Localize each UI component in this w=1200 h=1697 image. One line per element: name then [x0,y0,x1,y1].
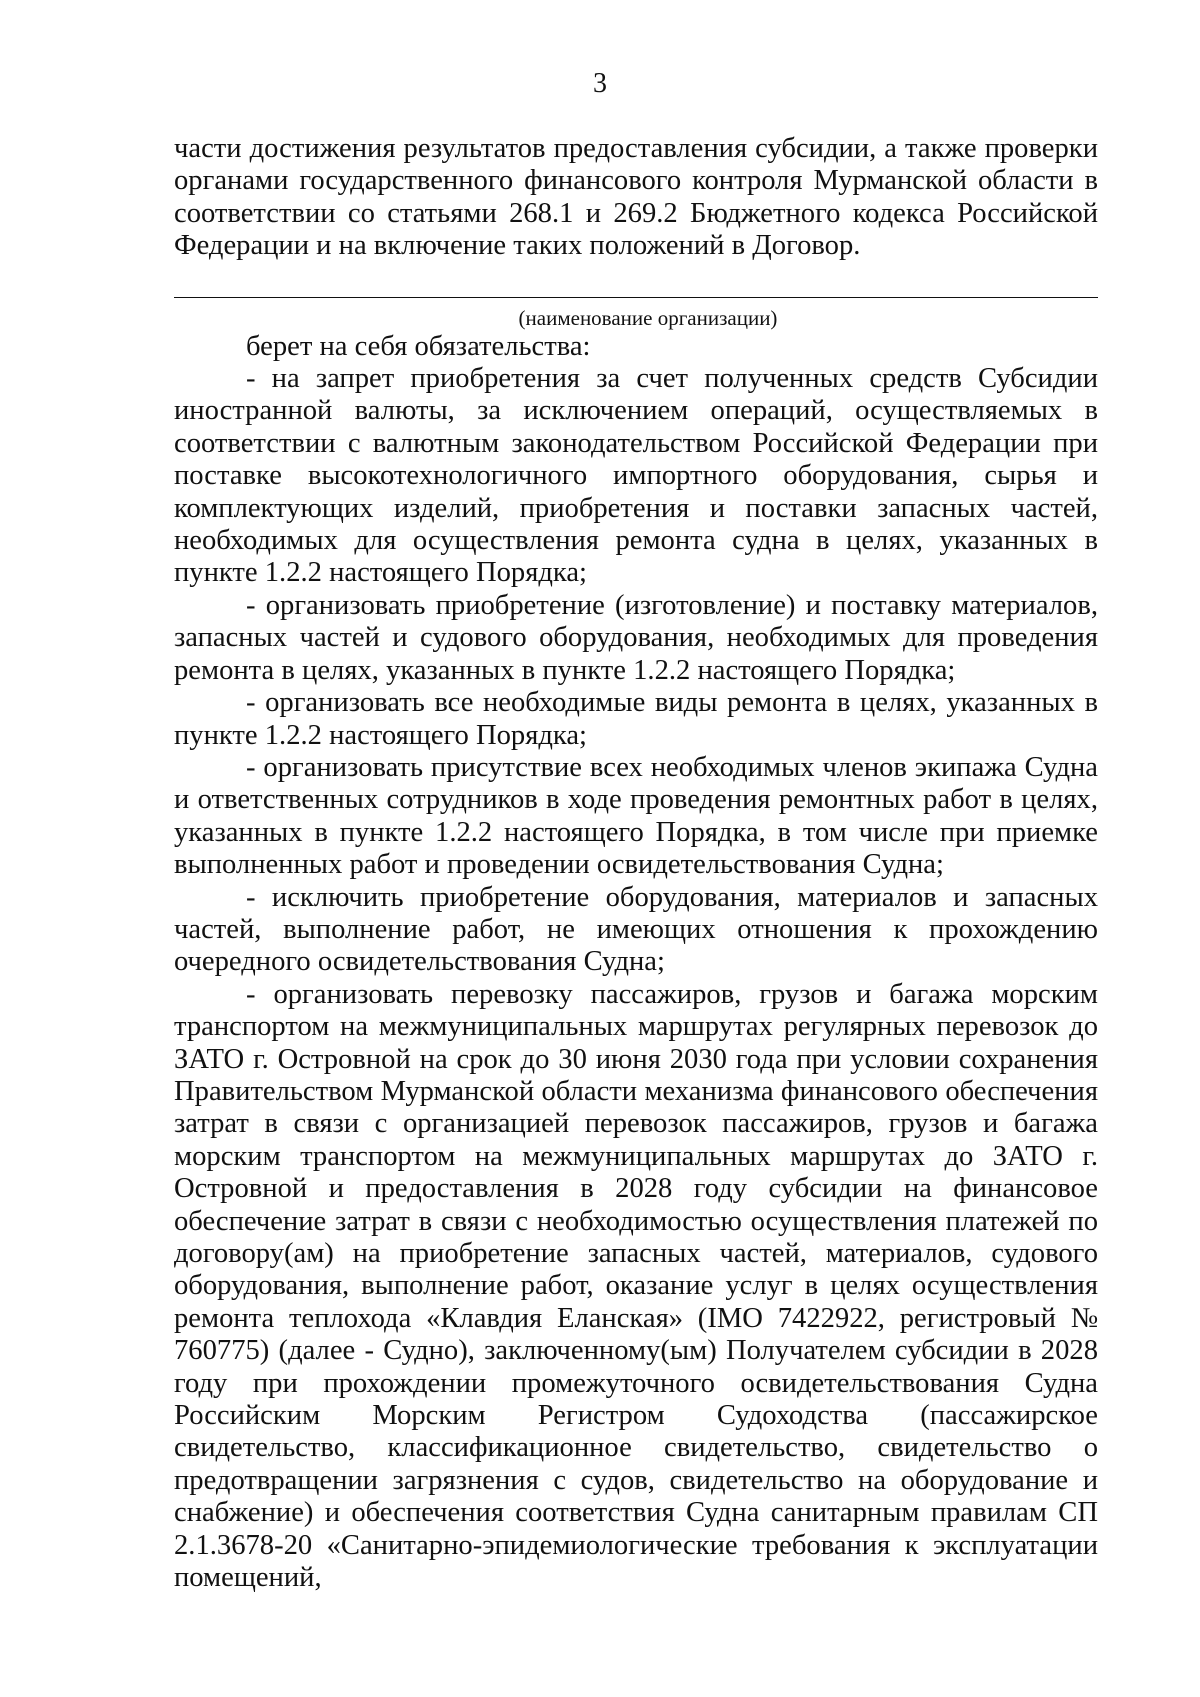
obligation-item: - организовать приобретение (изготовление) и поставку материалов, запасных частей и судового оборудования, необходимых для проведения ремонта в целях, указанных в пункте 1.2.2 настоящего Порядка; [174,589,1098,686]
organization-caption: (наименование организации) [518,305,778,330]
obligation-item: - организовать перевозку пассажиров, грузов и багажа морским транспортом на межмуниципальных маршрутах регулярных перевозок до ЗАТО г. Островной на срок до 30 июня 2030 года при условии сохранения Правительством Мурманской области механизма финансового обеспечения затрат в связи с организацией перевозок пассажиров, грузов и багажа морским транспортом на межмуниципальных маршрутах до ЗАТО г. Островной и предоставления в 2028 году субсидии на финансовое обеспечение затрат в связи с необходимостью осуществления платежей по договору(ам) на приобретение запасных частей, материалов, судового оборудования, выполнение работ, оказание услуг в целях осуществления ремонта теплохода «Клавдия Еланская» (IMO 7422922, регистровый № 760775) (далее - Судно), заключенному(ым) Получателем субсидии в 2028 году при прохождении промежуточного освидетельствования Судна Российским Морским Регистром Судоходства (пассажирское свидетельство, классификационное свидетельство, свидетельство о предотвращении загрязнения с судов, свидетельство на оборудование и снабжение) и обеспечения соответствия Судна санитарным правилам СП 2.1.3678-20 «Санитарно-эпидемиологические требования к эксплуатации помещений, [174,978,1098,1594]
intro-paragraph: части достижения результатов предоставления субсидии, а также проверки органами государственного финансового контроля Мурманской области в соответствии со статьями 268.1 и 269.2 Бюджетного кодекса Российской Федерации и на включение таких положений в Договор. [174,133,1098,262]
obligation-item: - организовать все необходимые виды ремонта в целях, указанных в пункте 1.2.2 настоящего Порядка; [174,687,1098,751]
obligation-item: - организовать присутствие всех необходимых членов экипажа Судна и ответственных сотрудников в ходе проведения ремонтных работ в целях, указанных в пункте 1.2.2 настоящего Порядка, в том числе при приемке выполненных работ и проведении освидетельствования Судна; [174,751,1098,881]
organization-name-line [174,297,1098,298]
obligations-intro: берет на себя обязательства: [246,330,591,362]
document-body [174,133,1098,1594]
page-number: 3 [593,68,607,99]
obligation-item: - на запрет приобретения за счет полученных средств Субсидии иностранной валюты, за исключением операций, осуществляемых в соответствии с валютным законодательством Российской Федерации при поставке высокотехнологичного импортного оборудования, сырья и комплектующих изделий, приобретения и поставки запасных частей, необходимых для осуществления ремонта судна в целях, указанных в пункте 1.2.2 настоящего Порядка; [174,363,1098,589]
obligation-item: - исключить приобретение оборудования, материалов и запасных частей, выполнение работ, не имеющих отношения к прохождению очередного освидетельствования Судна; [174,881,1098,978]
